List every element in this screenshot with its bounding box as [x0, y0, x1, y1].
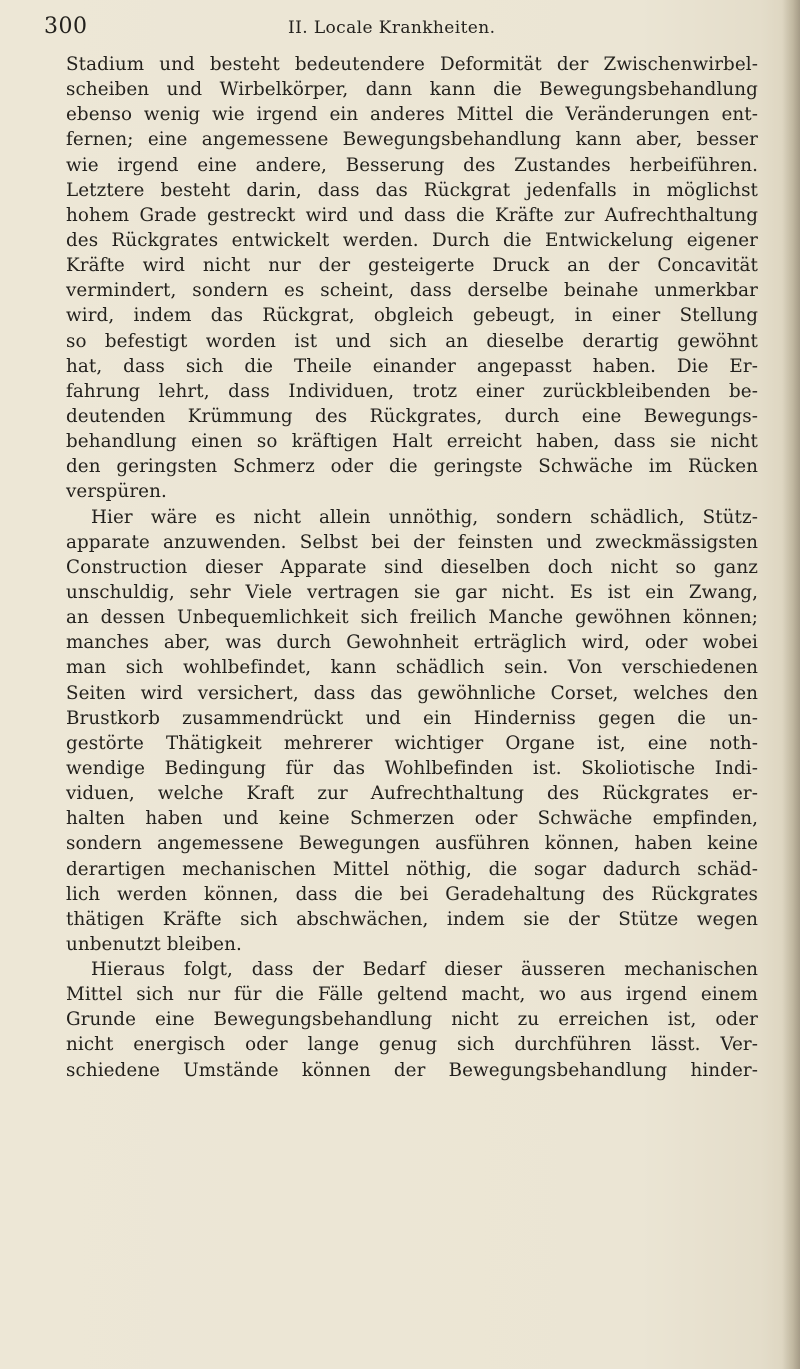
text-line: Mittel sich nur für die Fälle geltend macht, wo aus irgend einem [66, 984, 758, 1006]
paragraph-end-line: verspüren. [66, 481, 167, 503]
paragraph-start-line: Hier wäre es nicht allein unnöthig, sondern schädlich, Stütz- [91, 506, 758, 528]
text-line: man sich wohlbefindet, kann schädlich sein. Von verschiedenen [66, 657, 758, 679]
text-line: wendige Bedingung für das Wohlbefinden ist. Skoliotische Indi- [66, 757, 758, 779]
text-line: viduen, welche Kraft zur Aufrechthaltung des Rückgrates er- [66, 783, 758, 805]
text-line: den geringsten Schmerz oder die geringste Schwäche im Rücken [66, 456, 758, 478]
text-line: sondern angemessene Bewegungen ausführen können, haben keine [66, 833, 758, 855]
running-head: II. Locale Krankheiten. [288, 18, 496, 38]
page-edge-shadow [782, 0, 800, 1369]
text-line: fernen; eine angemessene Bewegungsbehandlung kann aber, besser [66, 129, 758, 151]
page-header [44, 14, 764, 48]
text-line: Kräfte wird nicht nur der gesteigerte Druck an der Concavität [66, 255, 758, 277]
text-line: derartigen mechanischen Mittel nöthig, die sogar dadurch schäd- [66, 858, 758, 880]
text-line: schiedene Umstände können der Bewegungsbehandlung hinder- [66, 1059, 758, 1081]
text-line: unschuldig, sehr Viele vertragen sie gar nicht. Es ist ein Zwang, [66, 581, 758, 603]
text-line: behandlung einen so kräftigen Halt erreicht haben, dass sie nicht [66, 431, 758, 453]
text-line: Grunde eine Bewegungsbehandlung nicht zu erreichen ist, oder [66, 1009, 758, 1031]
text-line: so befestigt worden ist und sich an dieselbe derartig gewöhnt [66, 330, 758, 352]
text-line: Letztere besteht darin, dass das Rückgrat jedenfalls in möglichst [66, 179, 758, 201]
text-line: fahrung lehrt, dass Individuen, trotz einer zurückbleibenden be- [66, 380, 758, 402]
text-line: hat, dass sich die Theile einander angepasst haben. Die Er- [66, 355, 758, 377]
text-line: lich werden können, dass die bei Geradehaltung des Rückgrates [66, 883, 758, 905]
text-line: wird, indem das Rückgrat, obgleich gebeugt, in einer Stellung [66, 305, 758, 327]
text-line: thätigen Kräfte sich abschwächen, indem sie der Stütze wegen [66, 908, 758, 930]
text-line: gestörte Thätigkeit mehrerer wichtiger Organe ist, eine noth- [66, 732, 758, 754]
text-line: wie irgend eine andere, Besserung des Zustandes herbeiführen. [66, 154, 758, 176]
text-line: manches aber, was durch Gewohnheit erträglich wird, oder wobei [66, 632, 758, 654]
text-line: apparate anzuwenden. Selbst bei der feinsten und zweckmässigsten [66, 531, 758, 553]
text-line: Brustkorb zusammendrückt und ein Hinderniss gegen die un- [66, 707, 758, 729]
text-line: halten haben und keine Schmerzen oder Schwäche empfinden, [66, 808, 758, 830]
paragraph-end-line: unbenutzt bleiben. [66, 933, 242, 955]
text-line: des Rückgrates entwickelt werden. Durch die Entwickelung eigener [66, 229, 758, 251]
text-line: scheiben und Wirbelkörper, dann kann die Bewegungsbehandlung [66, 79, 758, 101]
body-text [66, 52, 758, 1083]
text-line: Stadium und besteht bedeutendere Deformität der Zwischenwirbel- [66, 54, 758, 75]
text-line: hohem Grade gestreckt wird und dass die Kräfte zur Aufrechthaltung [66, 204, 758, 226]
text-line: Construction dieser Apparate sind dieselben doch nicht so ganz [66, 556, 758, 578]
text-line: deutenden Krümmung des Rückgrates, durch eine Bewegungs- [66, 405, 758, 427]
text-line: nicht energisch oder lange genug sich durchführen lässt. Ver- [66, 1034, 758, 1056]
text-line: vermindert, sondern es scheint, dass derselbe beinahe unmerkbar [66, 280, 758, 302]
page-number: 300 [44, 14, 88, 39]
text-line: Seiten wird versichert, dass das gewöhnliche Corset, welches den [66, 682, 758, 704]
text-line: an dessen Unbequemlichkeit sich freilich Manche gewöhnen können; [66, 607, 758, 629]
text-line: ebenso wenig wie irgend ein anderes Mittel die Veränderungen ent- [66, 104, 758, 126]
paragraph-start-line: Hieraus folgt, dass der Bedarf dieser äusseren mechanischen [91, 959, 758, 981]
